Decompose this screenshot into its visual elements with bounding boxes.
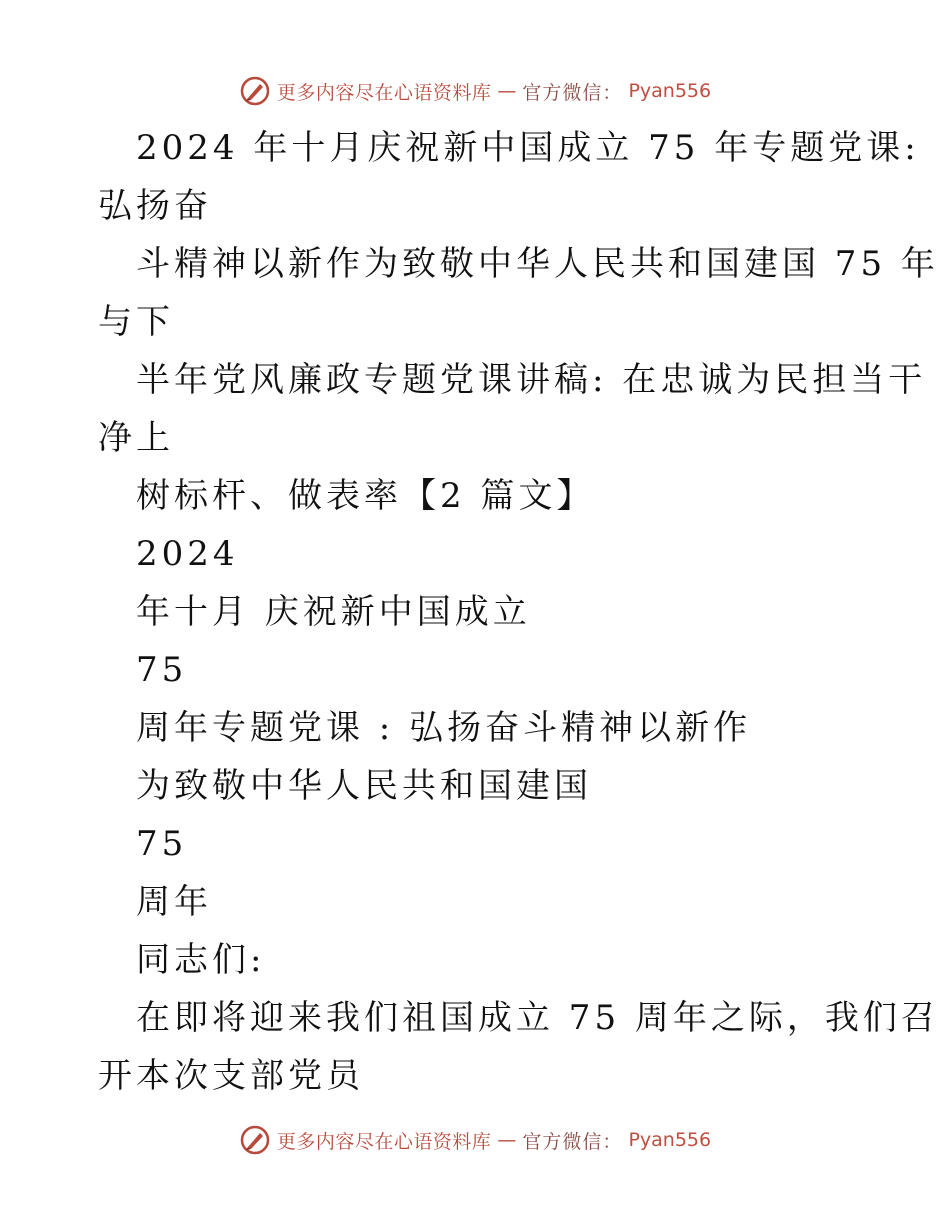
footer-watermark [0,1120,950,1160]
body-line-17: 开本次支部党员 [98,1056,364,1096]
title-line-1: 2024 年十月庆祝新中国成立 75 年专题党课: [136,128,920,168]
footer-wechat-id: Pyan556 [628,1129,712,1151]
footer-dash: — [497,1129,517,1151]
body-line-10: 75 [136,650,188,690]
title-line-6: 净上 [98,418,174,458]
title-line-4: 与下 [98,302,174,342]
title-line-5: 半年党风廉政专题党课讲稿: 在忠诚为民担当干 [136,360,927,400]
body-line-13: 75 [136,824,188,864]
header-wechat-label: 官方微信： [522,81,623,104]
body-line-11: 周年专题党课 : 弘扬奋斗精神以新作 [136,708,752,748]
footer-site-name: 更多内容尽在心语资料库 [276,1130,492,1153]
salutation-line: 同志们: [136,940,266,980]
header-site-name: 更多内容尽在心语资料库 [276,81,492,104]
body-line-12: 为致敬中华人民共和国建国 [136,766,592,806]
title-line-7: 树标杆、做表率【2 篇文】 [136,476,595,516]
title-line-3: 斗精神以新作为致敬中华人民共和国建国 75 年 [136,244,939,284]
body-line-9: 年十月 庆祝新中国成立 [136,592,531,632]
header-dash: — [497,80,517,102]
body-line-16: 在即将迎来我们祖国成立 75 周年之际，我们召 [136,998,939,1038]
footer-wechat-label: 官方微信： [522,1130,623,1153]
title-line-2: 弘扬奋 [98,186,212,226]
pen-logo-icon [239,1124,271,1156]
body-line-8: 2024 [136,534,239,574]
body-line-14: 周年 [136,882,212,922]
header-wechat-id: Pyan556 [628,80,712,102]
